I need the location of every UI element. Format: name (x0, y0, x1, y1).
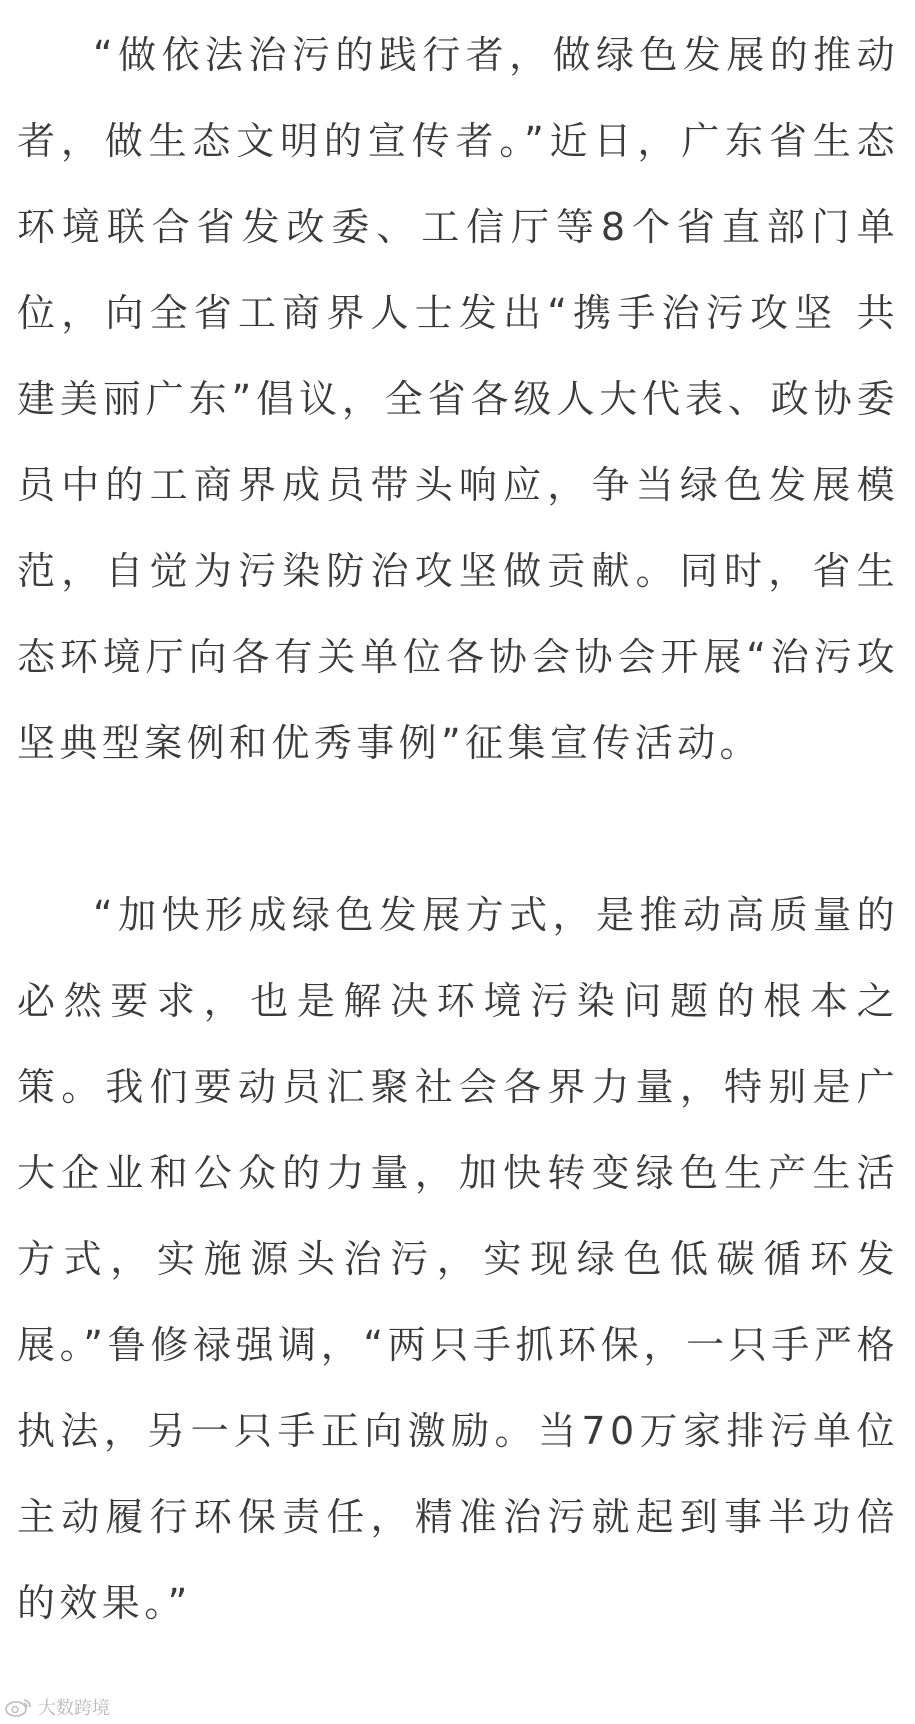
source-watermark (4, 1694, 110, 1720)
article-body (17, 0, 899, 1646)
watermark-text: 大数跨境 (38, 1698, 110, 1719)
weibo-logo-icon (4, 1697, 34, 1717)
article-paragraph-1: “做依法治污的践行者，做绿色发展的推动者，做生态文明的宣传者。”近日，广东省生态环境联合省发改委、工信厅等8个省直部门单位，向全省工商界人士发出“携手治污攻坚 共建美丽广东”倡议，全省各级人大代表、政协委员中的工商界成员带头响应，争当绿色发展模范，自觉为污染防治攻坚做贡献。同时，省生态环境厅向各有关单位各协会协会开展“治污攻坚典型案例和优秀事例”征集宣传活动。 (17, 33, 899, 765)
article-paragraph-2: “加快形成绿色发展方式，是推动高质量的必然要求，也是解决环境污染问题的根本之策。我们要动员汇聚社会各界力量，特别是广大企业和公众的力量，加快转变绿色生产生活方式，实施源头治污，实现绿色低碳循环发展。”鲁修禄强调，“两只手抓环保，一只手严格执法，另一只手正向激励。当70万家排污单位主动履行环保责任，精准治污就起到事半功倍的效果。” (17, 893, 899, 1625)
